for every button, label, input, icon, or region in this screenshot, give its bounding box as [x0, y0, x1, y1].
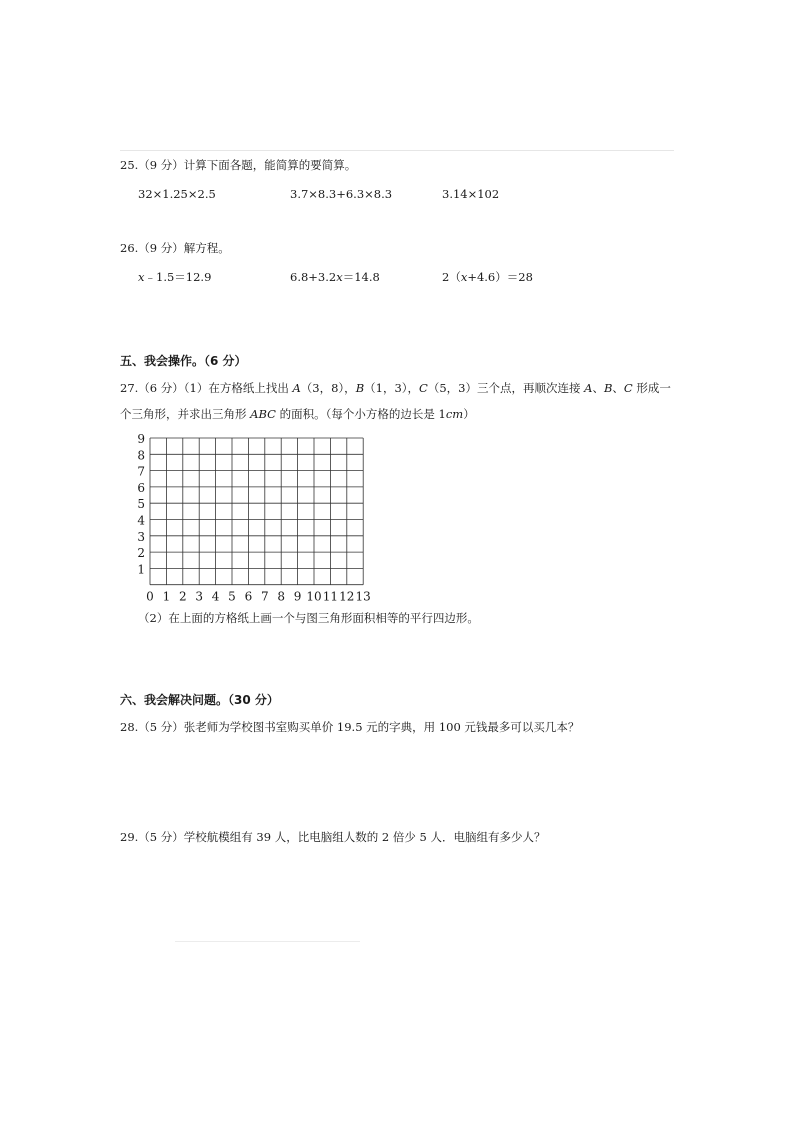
- q25-item-2: 3.7×8.3+6.3×8.3: [290, 187, 393, 201]
- y-axis-label: 5: [137, 497, 145, 512]
- q26-equation-2: 6.8+3.2x＝14.8: [290, 270, 380, 284]
- x-axis-label: 9: [293, 589, 302, 602]
- q26-equation-1: x﹣1.5＝12.9: [138, 270, 212, 284]
- y-axis-label: 4: [137, 513, 145, 528]
- variable-x: x: [336, 270, 343, 284]
- x-axis-label: 2: [178, 589, 187, 602]
- q25-item-3: 3.14×102: [442, 187, 500, 201]
- q26-title: 26.（9 分）解方程。: [120, 241, 230, 255]
- q27-part-2: （2）在上面的方格纸上画一个与图三角形面积相等的平行四边形。: [138, 611, 479, 625]
- y-axis-label: 9: [137, 432, 145, 446]
- x-axis-label: 4: [211, 589, 220, 602]
- x-axis-label: 6: [244, 589, 253, 602]
- x-axis-label: 11: [322, 589, 339, 602]
- x-axis-label: 3: [195, 589, 204, 602]
- section-5-heading: 五、我会操作。（6 分）: [120, 354, 247, 368]
- coordinate-grid: [130, 430, 390, 602]
- q26-equation-3: 2（x+4.6）＝28: [442, 270, 533, 284]
- q25-title: 25.（9 分）计算下面各题，能简算的要简算。: [120, 158, 357, 172]
- variable-x: x: [138, 270, 145, 284]
- y-axis-label: 7: [137, 464, 145, 479]
- y-axis-label: 8: [137, 448, 145, 463]
- section-6-heading: 六、我会解决问题。（30 分）: [120, 693, 279, 707]
- y-axis-label: 6: [137, 480, 145, 495]
- bottom-divider: [175, 941, 360, 942]
- y-axis-label: 3: [137, 529, 145, 544]
- q27-line-1: 27.（6 分）（1）在方格纸上找出 A（3，8），B（1，3），C（5，3）三个点，再顺次连接 A、B、C 形成一: [120, 381, 671, 395]
- x-axis-label: 10: [306, 589, 322, 602]
- q27-line-2: 个三角形，并求出三角形 ABC 的面积。（每个小方格的边长是 1cm）: [120, 407, 475, 421]
- q28-text: 28.（5 分）张老师为学校图书室购买单价 19.5 元的字典，用 100 元钱最多可以买几本？: [120, 720, 580, 734]
- x-axis-label: 13: [355, 589, 371, 602]
- q25-item-1: 32×1.25×2.5: [138, 187, 216, 201]
- top-divider: [120, 150, 674, 151]
- x-axis-label: 5: [228, 589, 236, 602]
- x-axis-label: 7: [260, 589, 269, 602]
- q29-text: 29.（5 分）学校航模组有 39 人，比电脑组人数的 2 倍少 5 人．电脑组有多少人？: [120, 830, 546, 844]
- x-axis-label: 12: [339, 589, 355, 602]
- x-axis-label: 8: [277, 589, 286, 602]
- x-axis-label: 0: [146, 589, 154, 602]
- variable-x: x: [460, 270, 468, 284]
- y-axis-label: 2: [137, 546, 145, 561]
- x-axis-label: 1: [162, 589, 171, 602]
- y-axis-label: 1: [137, 562, 145, 577]
